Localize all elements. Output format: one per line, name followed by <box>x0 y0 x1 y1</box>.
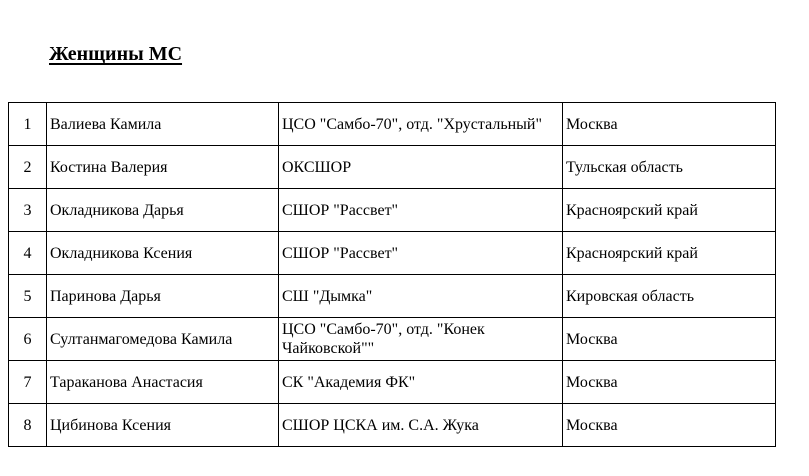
athlete-club: СШОР ЦСКА им. С.А. Жука <box>279 404 563 447</box>
row-number: 8 <box>9 404 47 447</box>
athletes-table <box>8 102 776 447</box>
athlete-region: Красноярский край <box>563 232 776 275</box>
table-row <box>9 146 776 189</box>
athlete-region: Кировская область <box>563 275 776 318</box>
athlete-region: Москва <box>563 404 776 447</box>
athlete-club: СК "Академия ФК" <box>279 361 563 404</box>
athlete-name: Цибинова Ксения <box>47 404 279 447</box>
athlete-club: ЦСО "Самбо-70", отд. "Хрустальный" <box>279 103 563 146</box>
table-row <box>9 189 776 232</box>
athlete-region: Тульская область <box>563 146 776 189</box>
row-number: 6 <box>9 318 47 361</box>
athlete-club: ЦСО "Самбо-70", отд. "Конек Чайковской"" <box>279 318 563 361</box>
athlete-club: ОКСШОР <box>279 146 563 189</box>
athlete-club: СШ "Дымка" <box>279 275 563 318</box>
athlete-club: СШОР "Рассвет" <box>279 232 563 275</box>
athlete-name: Тараканова Анастасия <box>47 361 279 404</box>
row-number: 4 <box>9 232 47 275</box>
table-row <box>9 232 776 275</box>
athlete-name: Султанмагомедова Камила <box>47 318 279 361</box>
table-row <box>9 275 776 318</box>
table-row <box>9 404 776 447</box>
table-row <box>9 103 776 146</box>
athlete-name: Окладникова Ксения <box>47 232 279 275</box>
table-row <box>9 318 776 361</box>
row-number: 3 <box>9 189 47 232</box>
athlete-region: Москва <box>563 318 776 361</box>
athlete-club: СШОР "Рассвет" <box>279 189 563 232</box>
athlete-region: Красноярский край <box>563 189 776 232</box>
section-heading: Женщины МС <box>49 43 183 65</box>
athlete-name: Паринова Дарья <box>47 275 279 318</box>
row-number: 1 <box>9 103 47 146</box>
table-row <box>9 361 776 404</box>
row-number: 2 <box>9 146 47 189</box>
athlete-name: Костина Валерия <box>47 146 279 189</box>
athlete-region: Москва <box>563 103 776 146</box>
athlete-region: Москва <box>563 361 776 404</box>
row-number: 7 <box>9 361 47 404</box>
athlete-name: Окладникова Дарья <box>47 189 279 232</box>
row-number: 5 <box>9 275 47 318</box>
athlete-name: Валиева Камила <box>47 103 279 146</box>
